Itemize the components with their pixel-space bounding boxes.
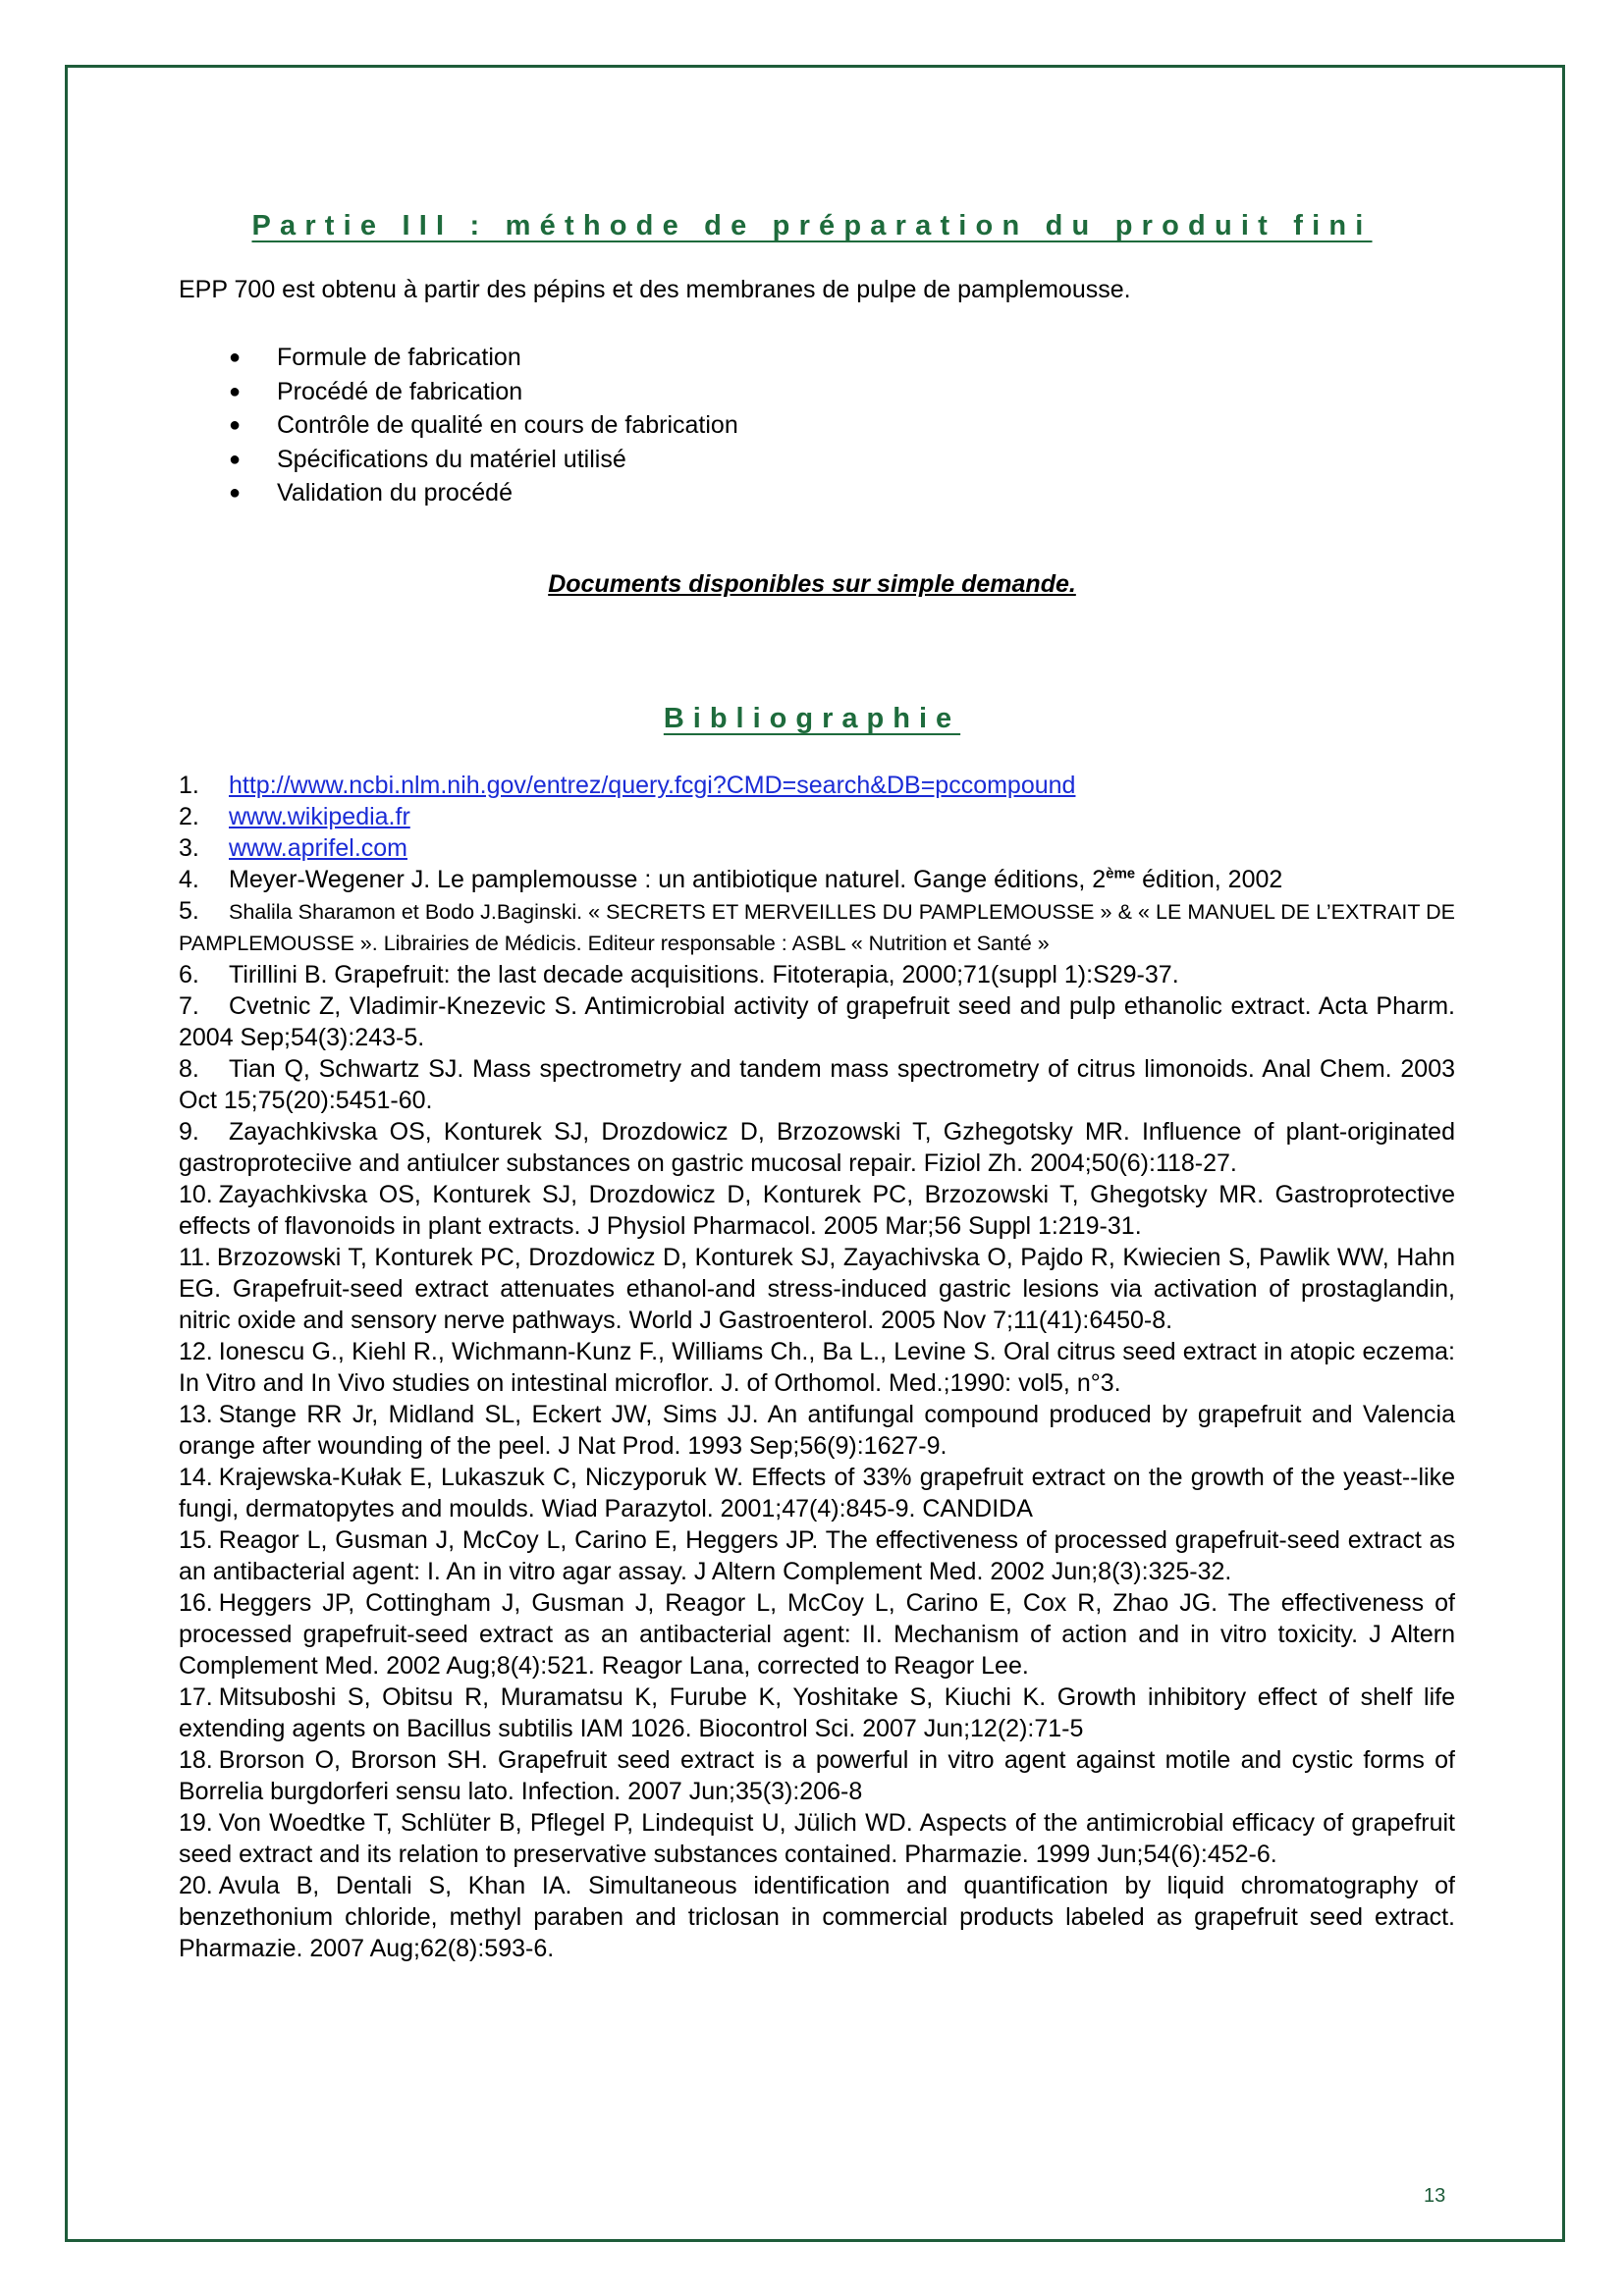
list-item: [179, 408, 738, 443]
reference-link[interactable]: www.wikipedia.fr: [229, 803, 410, 830]
reference-item: [179, 1179, 1455, 1242]
reference-item: [179, 1870, 1455, 1964]
bibliography-list: [179, 770, 1455, 1964]
reference-number: 20.: [179, 1872, 213, 1899]
reference-text: Avula B, Dentali S, Khan IA. Simultaneous identification and quantification by liquid chromatography of benzethonium chloride, methyl paraben and triclosan in commercial products labeled as grapefruit seed extract. Pharmazie. 2007 Aug;62(8):593-6.: [179, 1872, 1455, 1962]
reference-number: 15.: [179, 1526, 213, 1554]
reference-item: [179, 770, 1455, 801]
reference-text: Krajewska-Kułak E, Lukaszuk C, Niczyporuk W. Effects of 33% grapefruit extract on the growth of the yeast--like fungi, dermatopytes and moulds. Wiad Parazytol. 2001;47(4):845-9. CANDIDA: [179, 1464, 1455, 1522]
reference-number: 6.: [179, 961, 199, 988]
reference-number: 19.: [179, 1809, 213, 1837]
reference-text: Brorson O, Brorson SH. Grapefruit seed extract is a powerful in vitro agent against motile and cystic forms of Borrelia burgdorferi sensu lato. Infection. 2007 Jun;35(3):206-8: [179, 1746, 1455, 1805]
reference-text: Meyer-Wegener J. Le pamplemousse : un antibiotique naturel. Gange éditions, 2: [229, 866, 1107, 893]
reference-text: Von Woedtke T, Schlüter B, Pflegel P, Lindequist U, Jülich WD. Aspects of the antimicrobial efficacy of grapefruit seed extract and its relation to preservative substances contained. Pharmazie. 1999 Jun;54(6):452-6.: [179, 1809, 1455, 1868]
reference-item: [179, 1399, 1455, 1462]
list-item: [179, 476, 738, 510]
reference-text: Brzozowski T, Konturek PC, Drozdowicz D, Konturek SJ, Zayachivska O, Pajdo R, Kwiecien S, Pawlik WW, Hahn EG. Grapefruit-seed extract attenuates ethanol-and stress-induced gastric lesions via activation of prostaglandin, nitric oxide and sensory nerve pathways. World J Gastroenterol. 2005 Nov 7;11(41):6450-8.: [179, 1244, 1455, 1334]
reference-item: [179, 1053, 1455, 1116]
list-item-label: Contrôle de qualité en cours de fabrication: [277, 411, 738, 439]
bullet-icon: ●: [229, 482, 242, 504]
reference-text: Zayachkivska OS, Konturek SJ, Drozdowicz D, Brzozowski T, Gzhegotsky MR. Influence of plant-originated gastroproteciive and antiulcer substances on gastric mucosal repair. Fiziol Zh. 2004;50(6):118-27.: [179, 1118, 1455, 1177]
reference-number: 17.: [179, 1683, 213, 1711]
reference-number: 3.: [179, 834, 199, 862]
list-item-label: Validation du procédé: [277, 479, 513, 507]
bullet-icon: ●: [229, 414, 242, 436]
reference-link[interactable]: www.aprifel.com: [229, 834, 407, 862]
feature-list: [179, 341, 738, 510]
reference-number: 11.: [179, 1244, 211, 1271]
list-item-label: Formule de fabrication: [277, 344, 521, 371]
reference-number: 2.: [179, 803, 199, 830]
reference-text: Tian Q, Schwartz SJ. Mass spectrometry and tandem mass spectrometry of citrus limonoids. Anal Chem. 2003 Oct 15;75(20):5451-60.: [179, 1055, 1455, 1114]
list-item-label: Procédé de fabrication: [277, 377, 523, 405]
reference-number: 13.: [179, 1401, 213, 1428]
page-number: 13: [1424, 2185, 1446, 2207]
reference-text-end: édition, 2002: [1135, 866, 1283, 893]
reference-number: 7.: [179, 992, 199, 1020]
bullet-icon: ●: [229, 380, 242, 402]
reference-text: Heggers JP, Cottingham J, Gusman J, Reagor L, McCoy L, Carino E, Cox R, Zhao JG. The effectiveness of processed grapefruit-seed extract as an antibacterial agent: II. Mechanism of action and in vitro toxicity. J Altern Complement Med. 2002 Aug;8(4):521. Reagor Lana, corrected to Reagor Lee.: [179, 1589, 1455, 1680]
list-item-label: Spécifications du matériel utilisé: [277, 445, 626, 473]
reference-superscript: ème: [1106, 865, 1136, 882]
reference-item: [179, 864, 1455, 895]
reference-item: [179, 895, 1455, 959]
list-item: [179, 443, 738, 477]
bullet-icon: ●: [229, 448, 242, 470]
reference-text: Stange RR Jr, Midland SL, Eckert JW, Sims JJ. An antifungal compound produced by grapefruit and Valencia orange after wounding of the peel. J Nat Prod. 1993 Sep;56(9):1627-9.: [179, 1401, 1455, 1460]
reference-text: Cvetnic Z, Vladimir-Knezevic S. Antimicrobial activity of grapefruit seed and pulp ethanolic extract. Acta Pharm. 2004 Sep;54(3):243-5.: [179, 992, 1455, 1051]
reference-item: [179, 1462, 1455, 1524]
reference-item: [179, 990, 1455, 1053]
section-title: Partie III : méthode de préparation du produit fini: [251, 210, 1373, 241]
reference-number: 5.: [179, 897, 199, 925]
reference-item: [179, 832, 1455, 864]
reference-item: [179, 1242, 1455, 1336]
reference-item: [179, 1524, 1455, 1587]
reference-text: Mitsuboshi S, Obitsu R, Muramatsu K, Furube K, Yoshitake S, Kiuchi K. Growth inhibitory effect of shelf life extending agents on Bacillus subtilis IAM 1026. Biocontrol Sci. 2007 Jun;12(2):71-5: [179, 1683, 1455, 1742]
reference-item: [179, 1587, 1455, 1682]
reference-number: 4.: [179, 866, 199, 893]
reference-item: [179, 1116, 1455, 1179]
reference-text: Tirillini B. Grapefruit: the last decade acquisitions. Fitoterapia, 2000;71(suppl 1):S29-37.: [229, 961, 1179, 988]
list-item: [179, 375, 738, 409]
reference-item: [179, 1336, 1455, 1399]
reference-number: 10.: [179, 1181, 213, 1208]
reference-number: 9.: [179, 1118, 199, 1146]
availability-notice: Documents disponibles sur simple demande.: [548, 570, 1076, 598]
intro-paragraph: EPP 700 est obtenu à partir des pépins et des membranes de pulpe de pamplemousse.: [179, 276, 1131, 303]
bibliography-title: Bibliographie: [663, 703, 961, 734]
reference-item: [179, 1807, 1455, 1870]
reference-number: 16.: [179, 1589, 213, 1617]
bullet-icon: ●: [229, 347, 242, 368]
reference-text: Shalila Sharamon et Bodo J.Baginski. « SECRETS ET MERVEILLES DU PAMPLEMOUSSE » & « LE MANUEL DE L’EXTRAIT DE PAMPLEMOUSSE ». Librairies de Médicis. Editeur responsable : ASBL « Nutrition et Santé »: [179, 900, 1455, 955]
list-item: [179, 341, 738, 375]
reference-number: 8.: [179, 1055, 199, 1083]
reference-number: 12.: [179, 1338, 213, 1365]
reference-item: [179, 801, 1455, 832]
reference-number: 1.: [179, 772, 199, 799]
reference-link[interactable]: http://www.ncbi.nlm.nih.gov/entrez/query.fcgi?CMD=search&DB=pccompound: [229, 772, 1076, 799]
reference-item: [179, 1744, 1455, 1807]
reference-text: Zayachkivska OS, Konturek SJ, Drozdowicz D, Konturek PC, Brzozowski T, Ghegotsky MR. Gastroprotective effects of flavonoids in plant extracts. J Physiol Pharmacol. 2005 Mar;56 Suppl 1:219-31.: [179, 1181, 1455, 1240]
reference-number: 14.: [179, 1464, 213, 1491]
reference-item: [179, 1682, 1455, 1744]
reference-item: [179, 959, 1455, 990]
reference-text: Ionescu G., Kiehl R., Wichmann-Kunz F., Williams Ch., Ba L., Levine S. Oral citrus seed extract in atopic eczema: In Vitro and In Vivo studies on intestinal microflor. J. of Orthomol. Med.;1990: vol5, n°3.: [179, 1338, 1455, 1397]
reference-number: 18.: [179, 1746, 213, 1774]
reference-text: Reagor L, Gusman J, McCoy L, Carino E, Heggers JP. The effectiveness of processed grapefruit-seed extract as an antibacterial agent: I. An in vitro agar assay. J Altern Complement Med. 2002 Jun;8(3):325-32.: [179, 1526, 1455, 1585]
